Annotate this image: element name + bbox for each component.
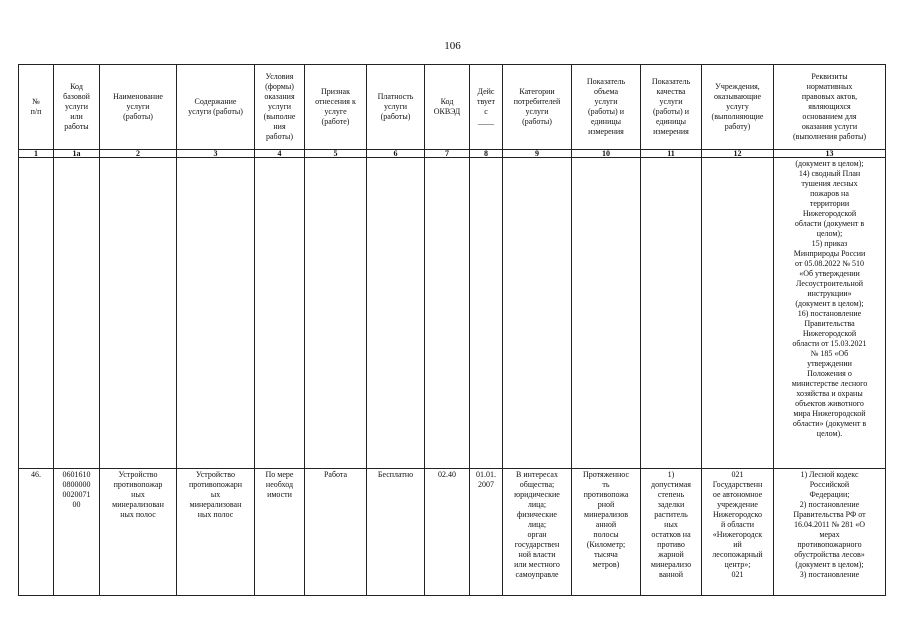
header-cell-okved: Код ОКВЭД bbox=[425, 65, 470, 150]
header-cell-name: Наименование услуги (работы) bbox=[100, 65, 177, 150]
base-code: 0601610 0800000 0020071 00 bbox=[54, 469, 100, 596]
column-number: 1а bbox=[54, 150, 100, 158]
empty-cell bbox=[503, 158, 572, 469]
header-row bbox=[19, 65, 886, 150]
empty-cell bbox=[702, 158, 774, 469]
empty-cell bbox=[641, 158, 702, 469]
service-name: Устройство противопожар ных минерализован ных полос bbox=[100, 469, 177, 596]
header-cell-quality-indicator: Показатель качества услуги (работы) и единицы измерения bbox=[641, 65, 702, 150]
header-cell-conditions: Условия (формы) оказания услуги (выполне ния работы) bbox=[255, 65, 305, 150]
continuation-row bbox=[19, 158, 886, 469]
empty-cell bbox=[305, 158, 367, 469]
column-number-row bbox=[19, 150, 886, 158]
header-cell-consumers: Категории потребителей услуги (работы) bbox=[503, 65, 572, 150]
empty-cell bbox=[177, 158, 255, 469]
empty-cell bbox=[19, 158, 54, 469]
empty-cell bbox=[470, 158, 503, 469]
column-number: 5 bbox=[305, 150, 367, 158]
column-number: 2 bbox=[100, 150, 177, 158]
valid-from-date: 01.01. 2007 bbox=[470, 469, 503, 596]
column-number: 11 bbox=[641, 150, 702, 158]
column-number: 10 bbox=[572, 150, 641, 158]
header-cell-content: Содержание услуги (работы) bbox=[177, 65, 255, 150]
institutions: 021 Государственн ое автономное учреждение Нижегородско й области «Нижегородск ий лесопожарный центр»; 021 bbox=[702, 469, 774, 596]
column-number: 13 bbox=[774, 150, 886, 158]
column-number: 9 bbox=[503, 150, 572, 158]
okved-code: 02.40 bbox=[425, 469, 470, 596]
header-cell-legal-acts: Реквизиты нормативных правовых актов, являющихся основанием для оказания услуги (выполнения работы) bbox=[774, 65, 886, 150]
column-number: 8 bbox=[470, 150, 503, 158]
legal-acts: 1) Лесной кодекс Российской Федерации; 2) постановление Правительства РФ от 16.04.2011 № 281 «О мерах противопожарного обустройства лесов» (документ в целом); 3) постановление bbox=[774, 469, 886, 596]
row-number: 46. bbox=[19, 469, 54, 596]
column-number: 12 bbox=[702, 150, 774, 158]
consumer-categories: В интересах общества; юридические лица; физические лица; орган государствен ной власти или местного самоуправле bbox=[503, 469, 572, 596]
empty-cell bbox=[425, 158, 470, 469]
empty-cell bbox=[100, 158, 177, 469]
service-content: Устройство противопожарн ых минерализован ных полос bbox=[177, 469, 255, 596]
volume-indicator: Протяженнос ть противопожа рной минерализов анной полосы (Километр; тысяча метров) bbox=[572, 469, 641, 596]
header-cell-no: № п/п bbox=[19, 65, 54, 150]
service-payment: Бесплатно bbox=[367, 469, 425, 596]
page-number: 106 bbox=[444, 40, 461, 52]
empty-cell bbox=[572, 158, 641, 469]
column-number: 6 bbox=[367, 150, 425, 158]
header-cell-volume-indicator: Показатель объема услуги (работы) и единицы измерения bbox=[572, 65, 641, 150]
column-number: 7 bbox=[425, 150, 470, 158]
header-cell-base-code: Код базовой услуги или работы bbox=[54, 65, 100, 150]
quality-indicator: 1) допустимая степень заделки раститель ных остатков на противо жарной минерализо ванной bbox=[641, 469, 702, 596]
service-attribute: Работа bbox=[305, 469, 367, 596]
header-cell-institutions: Учреждения, оказывающие услугу (выполняющие работу) bbox=[702, 65, 774, 150]
table-row bbox=[19, 469, 886, 596]
empty-cell bbox=[255, 158, 305, 469]
service-conditions: По мере необход имости bbox=[255, 469, 305, 596]
empty-cell bbox=[54, 158, 100, 469]
empty-cell bbox=[367, 158, 425, 469]
column-number: 1 bbox=[19, 150, 54, 158]
column-number: 4 bbox=[255, 150, 305, 158]
services-registry-table bbox=[18, 64, 886, 596]
header-cell-attribute: Признак отнесения к услуге (работе) bbox=[305, 65, 367, 150]
legal-acts-continuation: (документ в целом); 14) сводный План тушения лесных пожаров на территории Нижегородской области (документ в целом); 15) приказ Минприроды России от 05.08.2022 № 510 «Об утверждении Лесоустроительной инструкции» (документ в целом); 16) постановление Правительства Нижегородской области от 15.03.2021 № 185 «Об утверждении Положения о министерстве лесного хозяйства и охраны объектов животного мира Нижегородской области» (документ в целом). bbox=[774, 158, 886, 469]
column-number: 3 bbox=[177, 150, 255, 158]
header-cell-payment: Платность услуги (работы) bbox=[367, 65, 425, 150]
header-cell-valid-from: Дейс твует с ____ bbox=[470, 65, 503, 150]
